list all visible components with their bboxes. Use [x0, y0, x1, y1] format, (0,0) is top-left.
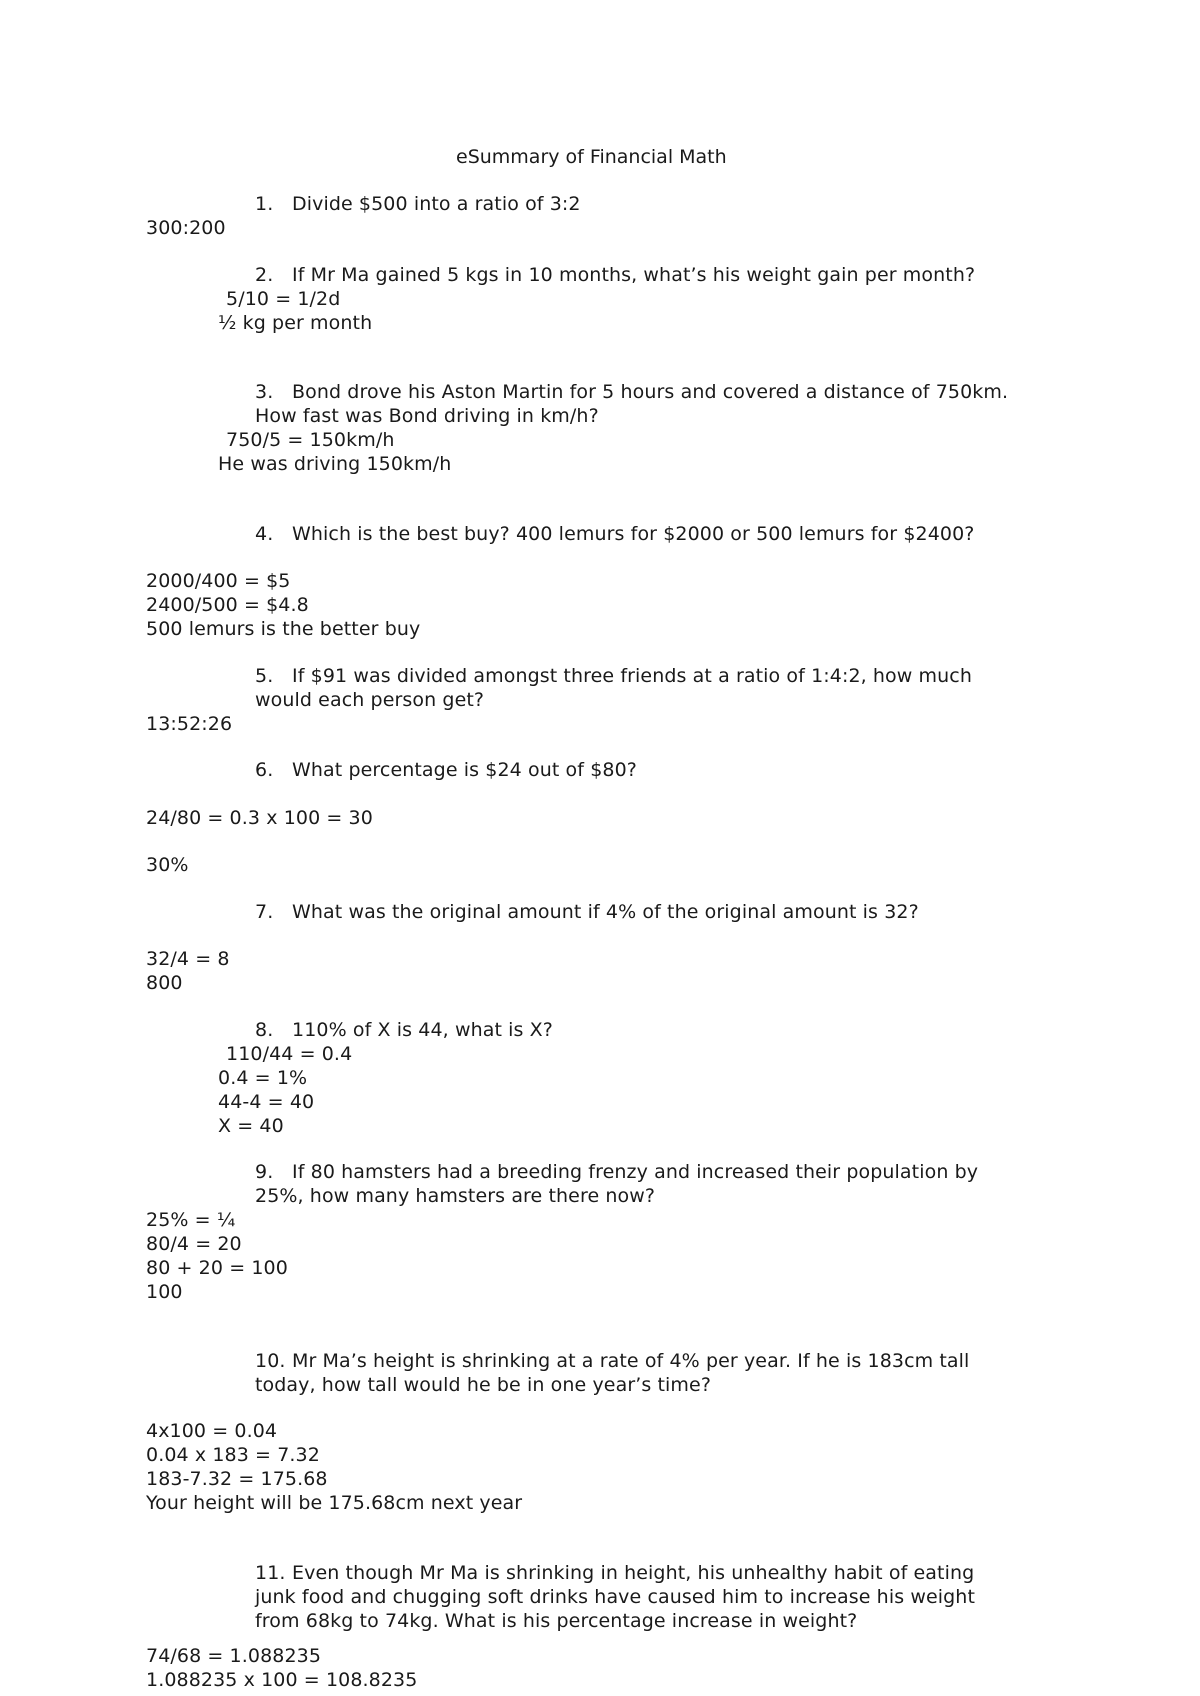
- question-text: Even though Mr Ma is shrinking in height, his unhealthy habit of eating: [292, 1562, 975, 1584]
- answer-line: 74/68 = 1.088235: [146, 1645, 322, 1667]
- answer-line: 0.4 = 1%: [218, 1067, 308, 1089]
- question-4: [255, 522, 974, 546]
- answer-line: 0.04 x 183 = 7.32: [146, 1444, 320, 1466]
- question-text: What was the original amount if 4% of the original amount is 32?: [292, 901, 919, 923]
- question-number: 6.: [255, 759, 274, 781]
- question-5: [255, 664, 972, 688]
- answer-line: 2000/400 = $5: [146, 570, 291, 592]
- answer-line: 800: [146, 972, 183, 994]
- question-text: If 80 hamsters had a breeding frenzy and increased their population by: [292, 1161, 979, 1183]
- question-number: 7.: [255, 901, 274, 923]
- question-3: [255, 380, 1008, 404]
- answer-line: Your height will be 175.68cm next year: [146, 1492, 523, 1514]
- answer-line: X = 40: [218, 1115, 284, 1137]
- question-text-continued: would each person get?: [255, 689, 485, 711]
- question-9: [255, 1160, 978, 1184]
- answer-line: 4x100 = 0.04: [146, 1420, 278, 1442]
- question-text: Which is the best buy? 400 lemurs for $2000 or 500 lemurs for $2400?: [292, 523, 975, 545]
- answer-line: 32/4 = 8: [146, 948, 230, 970]
- question-number: 1.: [255, 193, 274, 215]
- question-text-continued: junk food and chugging soft drinks have caused him to increase his weight: [255, 1586, 976, 1608]
- question-text: Mr Ma’s height is shrinking at a rate of 4% per year. If he is 183cm tall: [292, 1350, 970, 1372]
- question-text-continued: today, how tall would he be in one year’s time?: [255, 1374, 712, 1396]
- answer-line: 24/80 = 0.3 x 100 = 30: [146, 807, 373, 829]
- question-text: If $91 was divided amongst three friends at a ratio of 1:4:2, how much: [292, 665, 972, 687]
- question-text: 110% of X is 44, what is X?: [292, 1019, 553, 1041]
- question-text: Divide $500 into a ratio of 3:2: [292, 193, 581, 215]
- answer-line: 13:52:26: [146, 713, 233, 735]
- answer-line: 80/4 = 20: [146, 1233, 242, 1255]
- question-number: 11.: [255, 1562, 286, 1584]
- answer-line: He was driving 150km/h: [218, 453, 452, 475]
- question-number: 9.: [255, 1161, 274, 1183]
- question-text-continued: 25%, how many hamsters are there now?: [255, 1185, 656, 1207]
- answer-line: 500 lemurs is the better buy: [146, 618, 421, 640]
- page-title: eSummary of Financial Math: [456, 146, 727, 168]
- answer-line: 750/5 = 150km/h: [226, 429, 395, 451]
- question-number: 4.: [255, 523, 274, 545]
- question-6: [255, 758, 637, 782]
- question-text: What percentage is $24 out of $80?: [292, 759, 637, 781]
- question-text: If Mr Ma gained 5 kgs in 10 months, what’s his weight gain per month?: [292, 264, 976, 286]
- answer-line: 300:200: [146, 217, 226, 239]
- question-text: Bond drove his Aston Martin for 5 hours and covered a distance of 750km.: [292, 381, 1009, 403]
- question-1: [255, 192, 581, 216]
- question-number: 8.: [255, 1019, 274, 1041]
- question-number: 5.: [255, 665, 274, 687]
- answer-line: 25% = ¼: [146, 1209, 236, 1231]
- answer-line: 183-7.32 = 175.68: [146, 1468, 328, 1490]
- question-10: [255, 1349, 969, 1373]
- question-number: 3.: [255, 381, 274, 403]
- question-number: 2.: [255, 264, 274, 286]
- question-11: [255, 1561, 974, 1585]
- answer-line: ½ kg per month: [218, 312, 373, 334]
- answer-line: 5/10 = 1/2d: [226, 288, 341, 310]
- answer-line: 100: [146, 1281, 183, 1303]
- answer-line: 1.088235 x 100 = 108.8235: [146, 1669, 418, 1691]
- answer-line: 110/44 = 0.4: [226, 1043, 353, 1065]
- answer-line: 80 + 20 = 100: [146, 1257, 288, 1279]
- answer-line: 2400/500 = $4.8: [146, 594, 309, 616]
- answer-line: 44-4 = 40: [218, 1091, 315, 1113]
- question-8: [255, 1018, 553, 1042]
- question-text-continued: How fast was Bond driving in km/h?: [255, 405, 599, 427]
- question-number: 10.: [255, 1350, 286, 1372]
- question-7: [255, 900, 919, 924]
- question-2: [255, 263, 975, 287]
- question-text-continued: from 68kg to 74kg. What is his percentage increase in weight?: [255, 1610, 858, 1632]
- answer-line: 30%: [146, 854, 189, 876]
